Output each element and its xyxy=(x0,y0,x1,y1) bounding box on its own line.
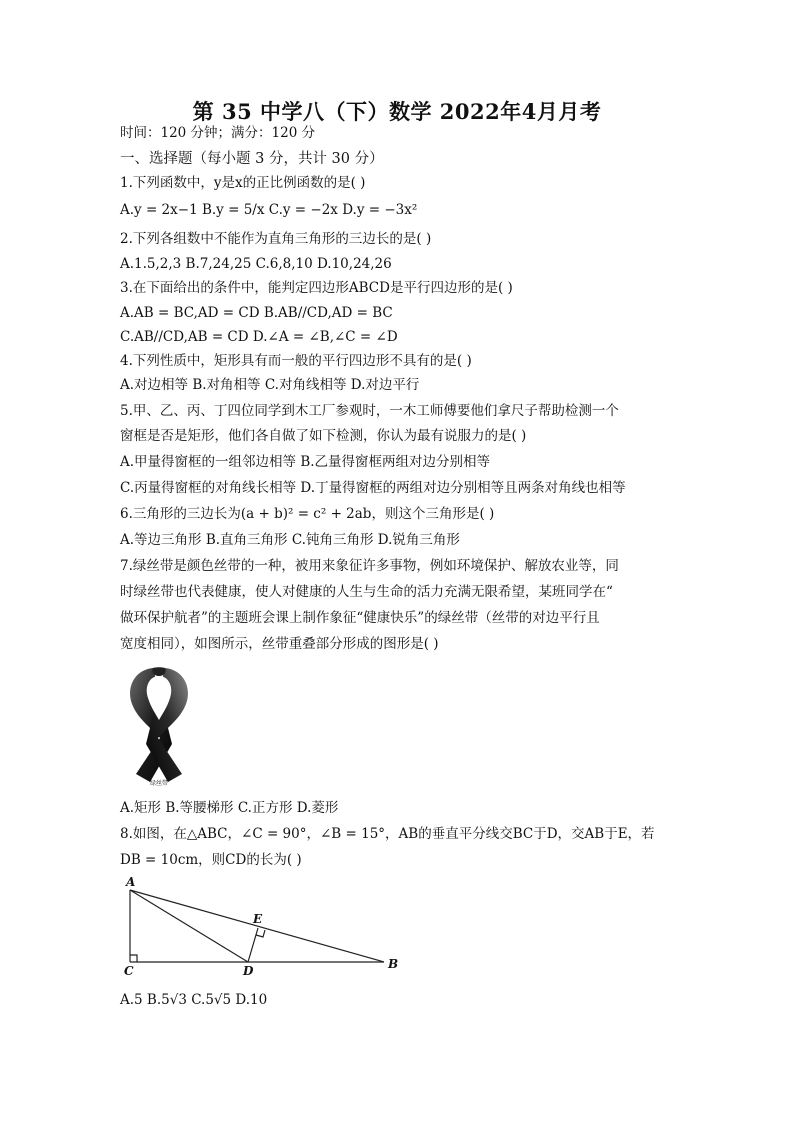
q3-options-1: A.AB = BC,AD = CD B.AB//CD,AD = BC xyxy=(120,305,393,321)
q2-options: A.1.5,2,3 B.7,24,25 C.6,8,10 D.10,24,26 xyxy=(120,256,392,272)
segment-DE xyxy=(248,928,258,962)
q6-options: A.等边三角形 B.直角三角形 C.钝角三角形 D.锐角三角形 xyxy=(120,532,460,548)
page-title: 第 35 中学八（下）数学 2022年4月月考 xyxy=(192,99,602,124)
q2-stem: 2.下列各组数中不能作为直角三角形的三边长的是( ) xyxy=(120,231,432,247)
q8-options: A.5 B.5√3 C.5√5 D.10 xyxy=(120,992,268,1008)
q7-options: A.矩形 B.等腰梯形 C.正方形 D.菱形 xyxy=(120,800,339,816)
label-C: C xyxy=(124,964,134,976)
q5-stem-1: 5.甲、乙、丙、丁四位同学到木工厂参观时，一木工师傅要他们拿尺子帮助检测一个 xyxy=(120,403,619,419)
q7-stem-1: 7.绿丝带是颜色丝带的一种，被用来象征许多事物，例如环境保护、解放农业等，同 xyxy=(120,558,619,574)
q8-stem-1: 8.如图，在△ABC，∠C = 90°，∠B = 15°，AB的垂直平分线交BC于D，交AB于E，若 xyxy=(120,826,655,842)
q8-stem-2: DB = 10cm，则CD的长为( ) xyxy=(120,852,302,868)
q3-stem: 3.在下面给出的条件中，能判定四边形ABCD是平行四边形的是( ) xyxy=(120,280,513,296)
q4-options: A.对边相等 B.对角相等 C.对角线相等 D.对边平行 xyxy=(120,377,420,393)
q5-options-1: A.甲量得窗框的一组邻边相等 B.乙量得窗框两组对边分别相等 xyxy=(120,454,491,470)
segment-AD xyxy=(130,890,248,962)
q3-options-2: C.AB//CD,AB = CD D.∠A = ∠B,∠C = ∠D xyxy=(120,329,398,345)
q7-stem-3: 做环保护航者”的主题班会课上制作象征“健康快乐”的绿丝带（丝带的对边平行且 xyxy=(120,610,600,626)
ribbon-caption: 绿丝带 xyxy=(149,780,169,787)
q4-stem: 4.下列性质中，矩形具有而一般的平行四边形不具有的是( ) xyxy=(120,353,472,369)
side-AB xyxy=(130,890,384,962)
right-angle-C xyxy=(130,955,137,962)
label-A: A xyxy=(126,876,136,889)
q1-stem: 1.下列函数中，y是x的正比例函数的是( ) xyxy=(120,175,366,191)
label-D: D xyxy=(243,964,254,976)
triangle-figure xyxy=(116,876,406,976)
exam-meta: 时间：120 分钟；满分：120 分 xyxy=(120,125,316,141)
section-heading: 一、选择题（每小题 3 分，共计 30 分） xyxy=(120,151,384,167)
ribbon-figure xyxy=(120,664,198,788)
q5-stem-2: 窗框是否是矩形，他们各自做了如下检测，你认为最有说服力的是( ) xyxy=(120,428,527,444)
q7-stem-4: 宽度相同），如图所示，丝带重叠部分形成的图形是( ) xyxy=(120,636,439,652)
label-E: E xyxy=(253,912,263,926)
label-B: B xyxy=(388,957,399,971)
q6-stem: 6.三角形的三边长为(a + b)² = c² + 2ab，则这个三角形是( ) xyxy=(120,506,495,522)
q1-options: A.y = 2x−1 B.y = 5/x C.y = −2x D.y = −3x² xyxy=(120,202,418,218)
q5-options-2: C.丙量得窗框的对角线长相等 D.丁量得窗框的两组对边分别相等且两条对角线也相等 xyxy=(120,480,626,496)
q7-stem-2: 时绿丝带也代表健康，使人对健康的人生与生命的活力充满无限希望，某班同学在“ xyxy=(120,584,613,600)
